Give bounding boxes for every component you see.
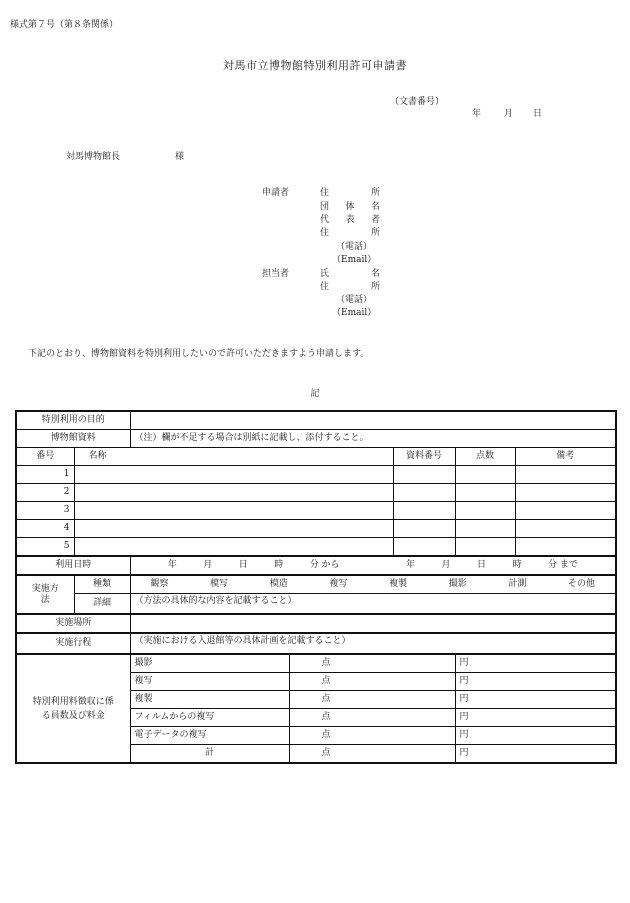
schedule-note: （実施における入退館等の具体計画を記載すること）	[134, 636, 351, 646]
kind-reproduce[interactable]: 複製	[389, 579, 408, 589]
material-no-cell[interactable]	[393, 484, 455, 502]
applicant-representative-label: 代表者	[320, 215, 380, 225]
place-field[interactable]	[130, 614, 616, 633]
row-number: 1	[16, 466, 74, 484]
fee-points-unit: 点	[321, 676, 331, 686]
kind-observe[interactable]: 観察	[150, 579, 169, 589]
contact-phone-label: （電話）	[336, 295, 373, 305]
remarks-cell[interactable]	[515, 502, 616, 520]
contact-email-label: （Email）	[332, 308, 377, 318]
purpose-row	[16, 411, 616, 430]
col-remarks: 備考	[515, 448, 616, 466]
addressee-suffix: 様	[175, 152, 185, 162]
from-minute: 分 から	[309, 560, 340, 570]
points-cell[interactable]	[455, 484, 515, 502]
col-material-no: 資料番号	[393, 448, 455, 466]
kind-label: 種類	[74, 575, 130, 594]
detail-field[interactable]	[130, 594, 616, 615]
method-detail-row	[16, 594, 616, 615]
doc-number-label: （文書番号）	[390, 97, 445, 107]
applicant-email-label: （Email）	[332, 255, 377, 265]
row-number: 2	[16, 484, 74, 502]
fee-row	[16, 654, 616, 673]
contact-name-label: 氏名	[320, 269, 380, 279]
col-points: 点数	[455, 448, 515, 466]
applicant-address-label: 住所	[320, 188, 380, 198]
fee-yen-unit: 円	[459, 676, 469, 686]
material-no-cell[interactable]	[393, 502, 455, 520]
fee-yen-unit: 円	[459, 712, 469, 722]
datetime-line	[135, 560, 612, 571]
fee-yen-unit: 円	[459, 694, 469, 704]
col-name-label: 名称	[88, 451, 107, 461]
fee-total-label: 計	[130, 745, 289, 764]
fee-points-unit: 点	[321, 748, 331, 758]
place-row	[16, 614, 616, 633]
col-name	[74, 448, 393, 466]
fee-item: フィルムからの複写	[130, 709, 289, 727]
datetime-label: 利用日時	[16, 556, 130, 575]
fee-points-unit: 点	[321, 694, 331, 704]
row-number: 4	[16, 520, 74, 538]
fee-points-cell[interactable]	[289, 673, 455, 691]
schedule-row	[16, 633, 616, 654]
from-hour: 時	[274, 560, 284, 570]
kind-photo[interactable]: 撮影	[448, 579, 467, 589]
fee-yen-unit: 円	[459, 730, 469, 740]
page-title: 対馬市立博物館特別利用許可申請書	[223, 59, 407, 72]
fee-item: 撮影	[130, 654, 289, 673]
date-year: 年	[472, 109, 482, 119]
date-day: 日	[533, 109, 543, 119]
table-row	[16, 484, 616, 502]
datetime-field[interactable]	[130, 556, 616, 575]
schedule-label: 実施行程	[16, 633, 130, 654]
remarks-cell[interactable]	[515, 538, 616, 557]
kind-copy[interactable]: 複写	[329, 579, 348, 589]
fee-yen-cell[interactable]	[455, 727, 616, 745]
row-number: 5	[16, 538, 74, 557]
materials-note: （注）欄が不足する場合は別紙に記載し、添付すること。	[130, 430, 616, 448]
points-cell[interactable]	[455, 538, 515, 557]
date-month: 月	[504, 109, 514, 119]
applicant-label: 申請者	[262, 188, 290, 198]
form-number: 様式第７号（第８条関係）	[10, 20, 119, 30]
table-row	[16, 466, 616, 484]
fee-item: 複写	[130, 673, 289, 691]
fee-item: 複製	[130, 691, 289, 709]
application-table	[15, 410, 617, 764]
to-minute: 分 まで	[547, 560, 578, 570]
from-day: 日	[238, 560, 248, 570]
intro-text: 下記のとおり、博物館資料を特別利用したいので許可いただきますよう申請します。	[28, 349, 370, 359]
table-row	[16, 502, 616, 520]
to-day: 日	[477, 560, 487, 570]
kind-trace[interactable]: 模写	[210, 579, 229, 589]
applicant-phone-label: （電話）	[336, 242, 373, 252]
applicant-group-label: 団体名	[320, 202, 380, 212]
fee-yen-unit: 円	[459, 658, 469, 668]
material-no-cell[interactable]	[393, 538, 455, 557]
materials-header-row	[16, 430, 616, 448]
ki-heading: 記	[310, 389, 320, 399]
from-year: 年	[167, 560, 177, 570]
date-to	[373, 560, 611, 571]
schedule-field[interactable]	[130, 633, 616, 654]
points-cell[interactable]	[455, 466, 515, 484]
date-from	[135, 560, 373, 571]
materials-columns-row	[16, 448, 616, 466]
table-row	[16, 538, 616, 557]
to-hour: 時	[512, 560, 522, 570]
fee-points-cell[interactable]	[289, 727, 455, 745]
from-month: 月	[203, 560, 213, 570]
fee-total-points[interactable]	[289, 745, 455, 764]
material-no-cell[interactable]	[393, 466, 455, 484]
detail-label: 詳細	[74, 594, 130, 615]
name-cell[interactable]	[74, 466, 393, 484]
contact-address-label: 住所	[320, 282, 380, 292]
table-row	[16, 520, 616, 538]
materials-label: 博物館資料	[16, 430, 130, 448]
fee-points-unit: 点	[321, 730, 331, 740]
col-number: 番号	[16, 448, 74, 466]
remarks-cell[interactable]	[515, 520, 616, 538]
fee-yen-cell[interactable]	[455, 654, 616, 673]
contact-label: 担当者	[262, 269, 290, 279]
fee-yen-cell[interactable]	[455, 691, 616, 709]
fee-total-yen[interactable]	[455, 745, 616, 764]
kind-measure[interactable]: 計測	[508, 579, 527, 589]
name-cell[interactable]	[74, 520, 393, 538]
method-label: 実施方法	[16, 575, 74, 614]
applicant-address2-label: 住所	[320, 228, 380, 238]
addressee: 対馬博物館長	[66, 152, 121, 162]
remarks-cell[interactable]	[515, 466, 616, 484]
place-label: 実施場所	[16, 614, 130, 633]
fee-points-cell[interactable]	[289, 654, 455, 673]
fee-yen-cell[interactable]	[455, 673, 616, 691]
kind-replica[interactable]: 模造	[269, 579, 288, 589]
fee-item: 電子データの複写	[130, 727, 289, 745]
kind-options	[130, 575, 616, 594]
fee-points-cell[interactable]	[289, 691, 455, 709]
kind-other[interactable]: その他	[568, 579, 596, 589]
remarks-cell[interactable]	[515, 484, 616, 502]
row-number: 3	[16, 502, 74, 520]
name-cell[interactable]	[74, 502, 393, 520]
fee-yen-unit: 円	[459, 748, 469, 758]
to-year: 年	[406, 560, 416, 570]
fee-points-unit: 点	[321, 658, 331, 668]
material-no-cell[interactable]	[393, 520, 455, 538]
purpose-label: 特別利用の目的	[16, 411, 130, 430]
fee-label: 特別利用料徴収に係る員数及び料金	[16, 654, 130, 763]
detail-note: （方法の具体的な内容を記載すること）	[134, 596, 297, 606]
method-kinds	[135, 579, 612, 590]
name-cell[interactable]	[74, 484, 393, 502]
fee-yen-cell[interactable]	[455, 709, 616, 727]
name-cell[interactable]	[74, 538, 393, 557]
fee-points-cell[interactable]	[289, 709, 455, 727]
to-month: 月	[441, 560, 451, 570]
method-kind-row	[16, 575, 616, 594]
points-cell[interactable]	[455, 502, 515, 520]
points-cell[interactable]	[455, 520, 515, 538]
purpose-field[interactable]	[130, 411, 616, 430]
fee-points-unit: 点	[321, 712, 331, 722]
datetime-row	[16, 556, 616, 575]
